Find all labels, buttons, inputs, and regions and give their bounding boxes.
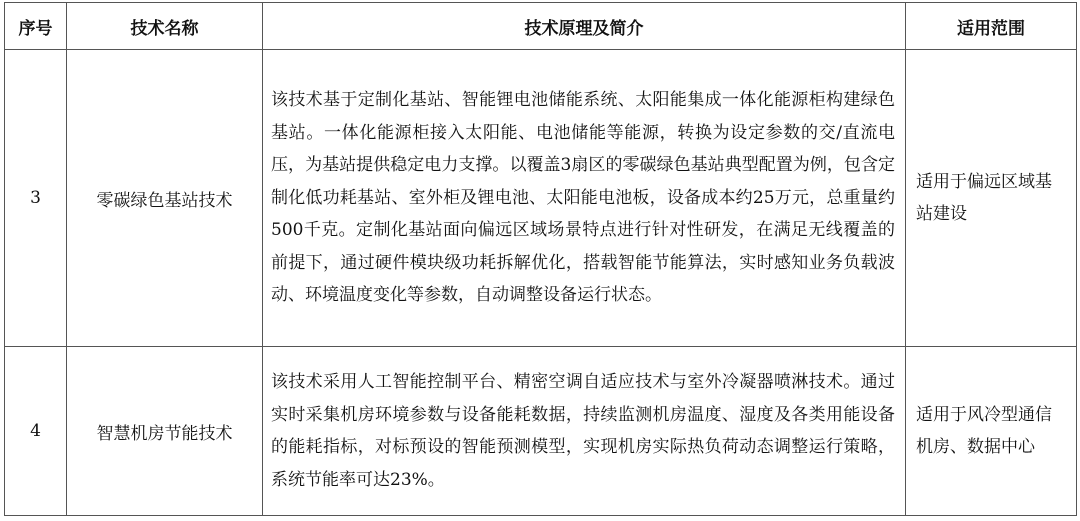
header-technology-name: 技术名称	[67, 3, 263, 50]
table-header-row	[5, 3, 1077, 50]
row-technology-name: 智慧机房节能技术	[67, 347, 263, 516]
header-applicable-scope: 适用范围	[906, 3, 1077, 50]
row-applicable-scope: 适用于风冷型通信机房、数据中心	[906, 347, 1077, 516]
row-technology-name: 零碳绿色基站技术	[67, 50, 263, 347]
table-row	[5, 50, 1077, 347]
header-serial-number: 序号	[5, 3, 67, 50]
table-row	[5, 347, 1077, 516]
technology-table	[4, 2, 1077, 516]
row-principle-description: 该技术基于定制化基站、智能锂电池储能系统、太阳能集成一体化能源柜构建绿色基站。一体化能源柜接入太阳能、电池储能等能源，转换为设定参数的交/直流电压，为基站提供稳定电力支撑。以覆盖3扇区的零碳绿色基站典型配置为例，包含定制化低功耗基站、室外柜及锂电池、太阳能电池板，设备成本约25万元，总重量约500千克。定制化基站面向偏远区域场景特点进行针对性研发，在满足无线覆盖的前提下，通过硬件模块级功耗拆解优化，搭载智能节能算法，实时感知业务负载波动、环境温度变化等参数，自动调整设备运行状态。	[263, 50, 906, 347]
row-serial-number: 4	[5, 347, 67, 516]
header-principle-description: 技术原理及简介	[263, 3, 906, 50]
row-principle-description: 该技术采用人工智能控制平台、精密空调自适应技术与室外冷凝器喷淋技术。通过实时采集机房环境参数与设备能耗数据，持续监测机房温度、湿度及各类用能设备的能耗指标，对标预设的智能预测模型，实现机房实际热负荷动态调整运行策略，系统节能率可达23%。	[263, 347, 906, 516]
row-serial-number: 3	[5, 50, 67, 347]
row-applicable-scope: 适用于偏远区域基站建设	[906, 50, 1077, 347]
